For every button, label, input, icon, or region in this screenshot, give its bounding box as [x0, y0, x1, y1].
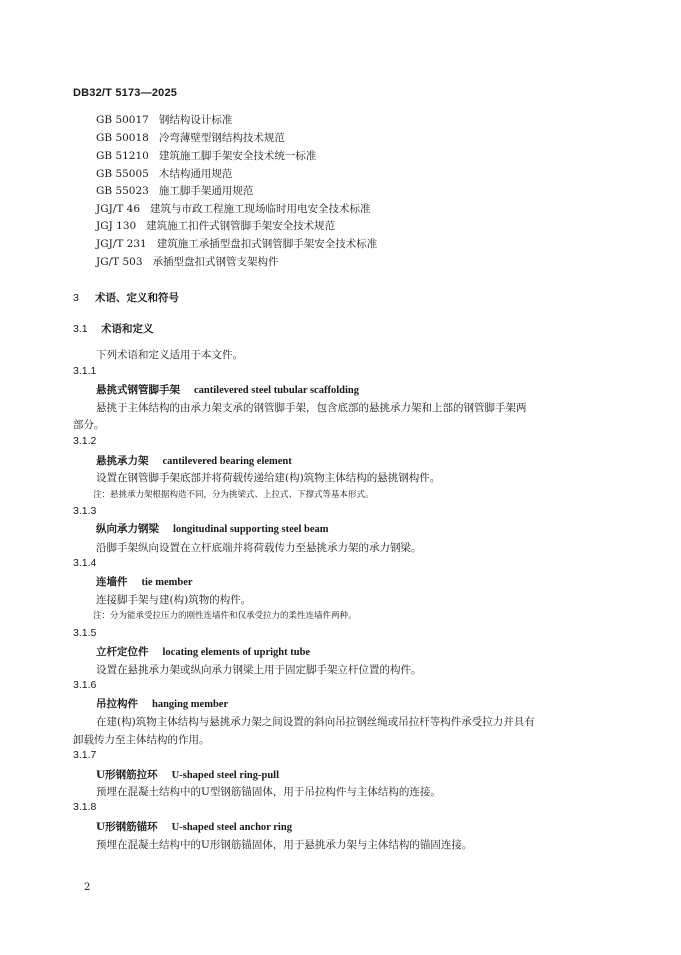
term-heading: [96, 767, 279, 782]
term-definition: 在建(构)筑物主体结构与悬挑承力架之间设置的斜向吊拉钢丝绳或吊拉杆等构件承受拉力并具有: [96, 716, 535, 728]
reference-code: GB 55023: [96, 185, 149, 197]
reference-item: [96, 166, 232, 181]
term-heading: [96, 819, 292, 834]
term-number: 3.1.8: [73, 801, 97, 813]
term-english: locating elements of upright tube: [162, 647, 311, 658]
reference-title: 建筑施工扣件式钢管脚手架安全技术规范: [146, 220, 336, 232]
reference-code: GB 50018: [96, 132, 149, 144]
term-definition: 预埋在混凝土结构中的U型钢筋锚固体，用于吊拉构件与主体结构的连接。: [96, 786, 441, 798]
term-chinese: 立杆定位件: [96, 646, 149, 658]
term-definition: 连接脚手架与建(构)筑物的构件。: [96, 594, 252, 606]
term-heading: [96, 696, 228, 711]
reference-item: [96, 236, 377, 251]
term-number: 3.1.4: [73, 557, 97, 569]
term-chinese: 纵向承力钢梁: [96, 523, 159, 535]
term-number: 3.1.7: [73, 749, 97, 761]
reference-title: 建筑施工脚手架安全技术统一标准: [158, 150, 317, 162]
term-definition: 悬挑于主体结构的由承力架支承的钢管脚手架，包含底部的悬挑承力架和上部的钢管脚手架两: [96, 402, 527, 414]
reference-title: 建筑施工承插型盘扣式钢管脚手架安全技术标准: [156, 238, 378, 250]
intro-text: 下列术语和定义适用于本文件。: [96, 349, 243, 361]
section-number: 3: [73, 292, 79, 304]
reference-item: [96, 254, 279, 269]
reference-code: JGJ/T 231: [96, 238, 147, 250]
reference-code: GB 50017: [96, 114, 149, 126]
reference-item: [96, 183, 253, 198]
term-heading: [96, 574, 193, 589]
term-number: 3.1.5: [73, 627, 97, 639]
term-english: hanging member: [152, 699, 229, 710]
term-heading: [96, 382, 359, 397]
term-english: U-shaped steel ring-pull: [171, 770, 280, 781]
term-english: cantilevered steel tubular scaffolding: [194, 385, 359, 396]
term-definition: 沿脚手架纵向设置在立杆底端并将荷载传力至悬挑承力架的承力钢梁。: [96, 542, 422, 554]
reference-title: 建筑与市政工程施工现场临时用电安全技术标准: [150, 203, 371, 215]
term-english: longitudinal supporting steel beam: [173, 524, 329, 535]
reference-title: 施工脚手架通用规范: [158, 185, 254, 197]
subsection-label: 术语和定义: [101, 323, 154, 335]
section-label: 术语、定义和符号: [95, 292, 179, 304]
section-heading: [73, 290, 179, 305]
term-heading: [96, 644, 310, 659]
term-number: 3.1.6: [73, 679, 97, 691]
subsection-number: 3.1: [73, 323, 88, 335]
term-definition: 设置在钢管脚手架底部并将荷载传递给建(构)筑物主体结构的悬挑钢构件。: [96, 472, 441, 484]
term-number: 3.1.1: [73, 365, 97, 377]
reference-title: 冷弯薄壁型钢结构技术规范: [158, 132, 285, 144]
reference-code: JGJ 130: [96, 220, 137, 232]
term-definition: 设置在悬挑承力架或纵向承力钢梁上用于固定脚手架立杆位置的构件。: [96, 664, 422, 676]
term-number: 3.1.2: [73, 435, 97, 447]
term-heading: [96, 453, 292, 468]
reference-item: [96, 218, 335, 233]
subsection-heading: [73, 321, 154, 336]
reference-title: 承插型盘扣式钢管支架构件: [152, 256, 279, 268]
reference-code: GB 55005: [96, 168, 149, 180]
reference-item: [96, 201, 371, 216]
reference-title: 钢结构设计标准: [158, 114, 233, 126]
term-note: 注：分为能承受拉压力的刚性连墙件和仅承受拉力的柔性连墙件两种。: [93, 611, 357, 621]
term-chinese: 悬挑式钢管脚手架: [96, 384, 180, 396]
page-number: 2: [84, 882, 91, 893]
term-chinese: U形钢筋拉环: [96, 769, 158, 781]
reference-item: [96, 130, 285, 145]
term-english: U-shaped steel anchor ring: [171, 822, 292, 833]
term-chinese: 吊拉构件: [96, 698, 138, 710]
term-note: 注：悬挑承力架根据构造不同，分为挑梁式、上拉式、下撑式等基本形式。: [93, 490, 374, 500]
term-definition-cont: 卸载传力至主体结构的作用。: [73, 734, 210, 746]
reference-code: JG/T 503: [96, 256, 143, 268]
reference-code: JGJ/T 46: [96, 203, 141, 215]
term-definition: 预埋在混凝土结构中的U形钢筋锚固体，用于悬挑承力架与主体结构的锚固连接。: [96, 839, 473, 851]
reference-item: [96, 112, 232, 127]
reference-code: GB 51210: [96, 150, 149, 162]
standard-header: DB32/T 5173—2025: [73, 87, 178, 99]
term-english: tie member: [141, 577, 193, 588]
term-definition-cont: 部分。: [73, 419, 105, 431]
term-chinese: 连墙件: [96, 576, 128, 588]
term-english: cantilevered bearing element: [162, 456, 292, 467]
term-chinese: U形钢筋锚环: [96, 821, 158, 833]
reference-title: 木结构通用规范: [158, 168, 233, 180]
term-heading: [96, 521, 329, 536]
term-chinese: 悬挑承力架: [96, 455, 149, 467]
reference-item: [96, 148, 316, 163]
term-number: 3.1.3: [73, 505, 97, 517]
